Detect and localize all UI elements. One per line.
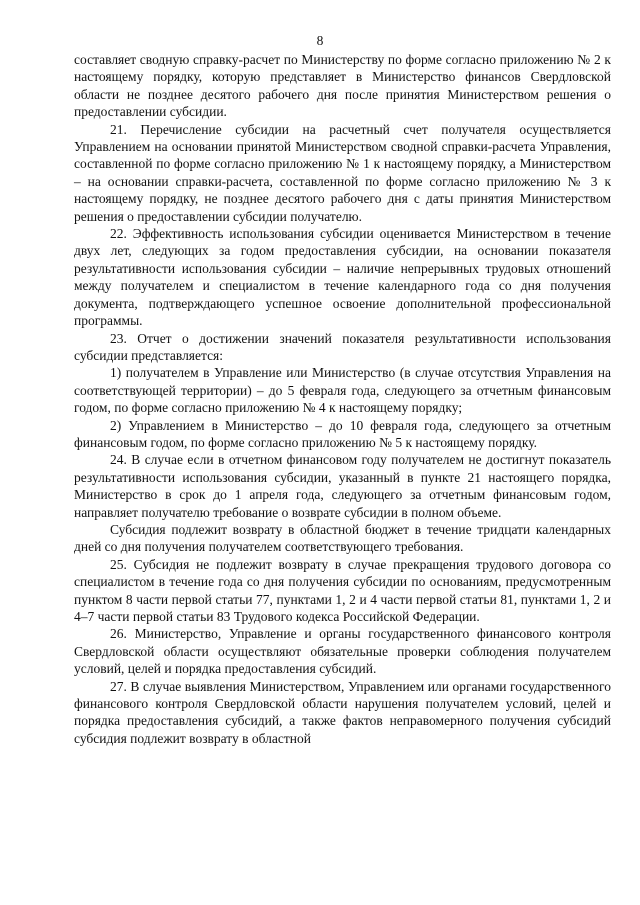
paragraph-22: 22. Эффективность использования субсидии оценивается Министерством в течение двух лет, следующих за годом предоставления субсидии, на основании показателя результативности использования субсидии – наличие непрерывных трудовых отношений между получателем и специалистом в течение календарного года со дня получения документа, подтверждающего успешное освоение дополнительной профессиональной программы. bbox=[74, 226, 611, 329]
page-number: 8 bbox=[316, 33, 324, 48]
paragraph-continuation: составляет сводную справку-расчет по Министерству по форме согласно приложению № 2 к настоящему порядку, которую представляет в Министерство финансов Свердловской области не позднее десятого рабочего дня после принятия Министерством решения о предоставлении субсидии. bbox=[74, 52, 611, 120]
paragraph-21: 21. Перечисление субсидии на расчетный счет получателя осуществляется Управлением на основании принятой Министерством сводной справки-расчета Управления, составленной по форме согласно приложению № 1 к настоящему порядку, а Министерством – на основании справки-расчета, составленной по форме согласно приложению № 3 к настоящему порядку, не позднее десятого рабочего дня с даты принятия Министерством решения о предоставлении субсидии получателю. bbox=[74, 121, 611, 224]
paragraph-24-refund: Субсидия подлежит возврату в областной бюджет в течение тридцати календарных дней со дня получения получателем соответствующего требования. bbox=[74, 521, 611, 555]
paragraph-26: 26. Министерство, Управление и органы государственного финансового контроля Свердловской области осуществляют обязательные проверки соблюдения получателем условий, целей и порядка предоставления субсидий. bbox=[74, 626, 611, 677]
paragraph-25: 25. Субсидия не подлежит возврату в случае прекращения трудового договора со специалистом в течение года со дня получения субсидии по основаниям, предусмотренным пунктом 8 части первой статьи 77, пунктами 1, 2 и 4 части первой статьи 81, пунктами 1, 2 и 4–7 части первой статьи 83 Трудового кодекса Российской Федерации. bbox=[74, 556, 611, 624]
paragraph-24: 24. В случае если в отчетном финансовом году получателем не достигнут показатель результативности использования субсидии, указанный в пункте 21 настоящего порядка, Министерство в срок до 1 апреля года, следующего за отчетным финансовым годом, направляет получателю требование о возврате субсидии в полном объеме. bbox=[74, 452, 611, 520]
document-body bbox=[74, 51, 611, 747]
paragraph-23: 23. Отчет о достижении значений показателя результативности использования субсидии представляется: bbox=[74, 330, 611, 363]
paragraph-23-item-2: 2) Управлением в Министерство – до 10 февраля года, следующего за отчетным финансовым годом, по форме согласно приложению № 5 к настоящему порядку. bbox=[74, 417, 611, 450]
paragraph-27: 27. В случае выявления Министерством, Управлением или органами государственного финансового контроля Свердловской области нарушения получателем условий, целей и порядка предоставления субсидий, а также фактов неправомерного получения субсидий субсидия подлежит возврату в областной bbox=[74, 678, 611, 746]
paragraph-23-item-1: 1) получателем в Управление или Министерство (в случае отсутствия Управления на соответствующей территории) – до 5 февраля года, следующего за отчетным финансовым годом, по форме согласно приложению № 4 к настоящему порядку; bbox=[74, 365, 611, 416]
